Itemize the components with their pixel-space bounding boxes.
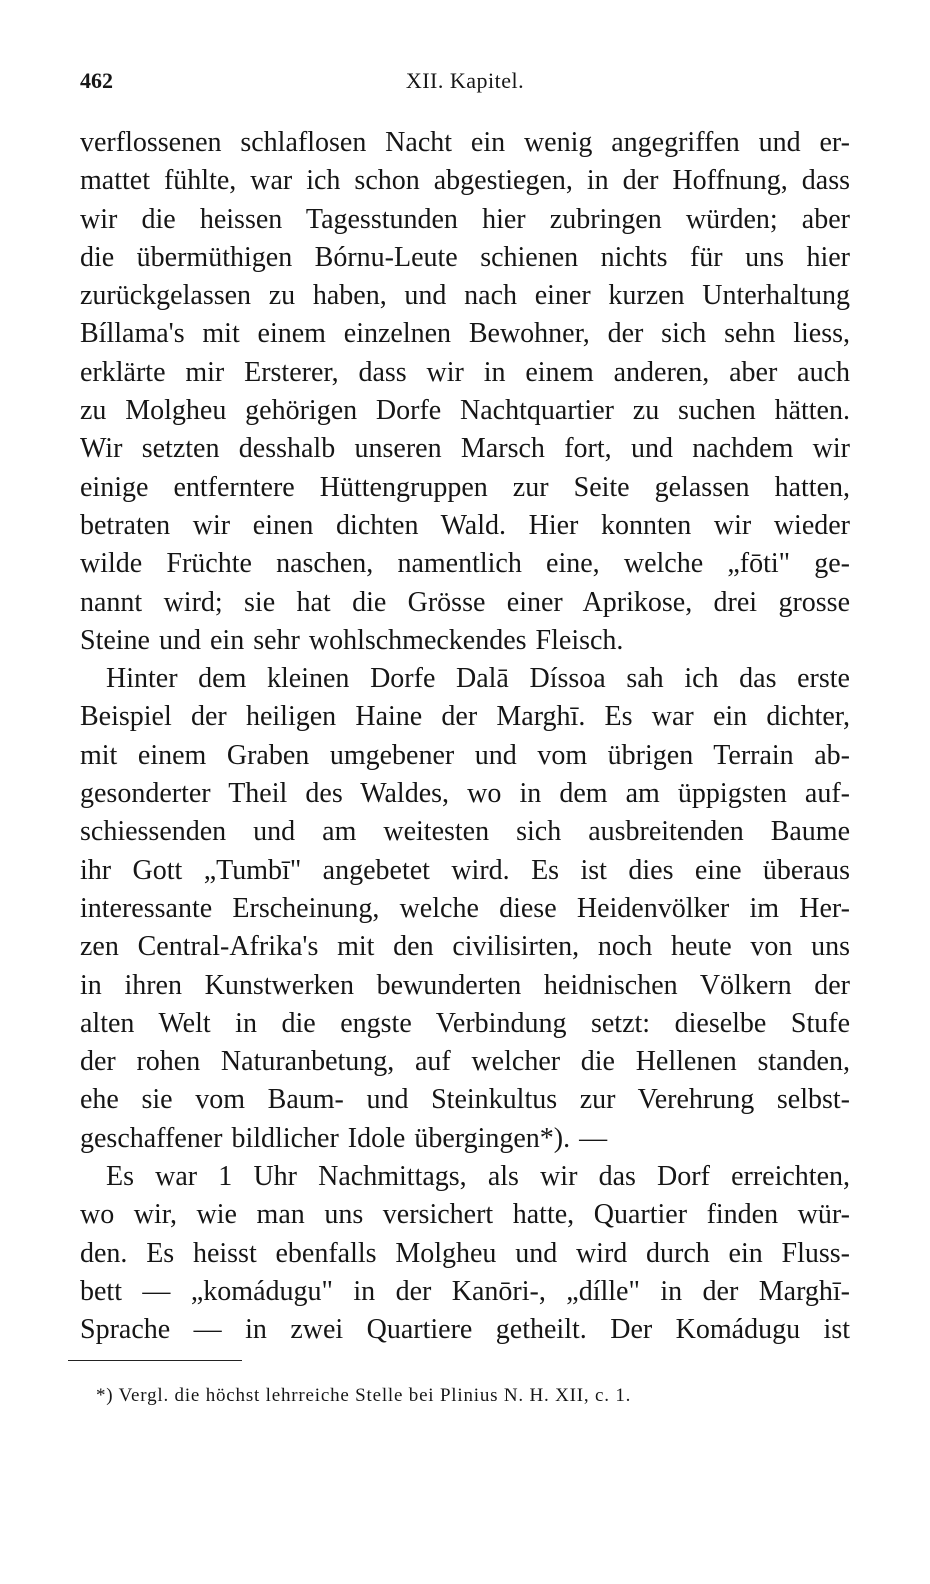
text-line: einige entferntere Hüttengruppen zur Seite gelassen hatten, — [80, 471, 850, 503]
paragraph-start-line: Hinter dem kleinen Dorfe Dalā Díssoa sah ich das erste — [106, 663, 850, 695]
text-line: betraten wir einen dichten Wald. Hier konnten wir wieder — [80, 509, 850, 541]
text-line: Wir setzten desshalb unseren Marsch fort, und nachdem wir — [80, 433, 850, 465]
text-line: zen Central-Afrika's mit den civilisirten, noch heute von uns — [80, 931, 850, 963]
paragraph-start-line: Es war 1 Uhr Nachmittags, als wir das Dorf erreichten, — [106, 1161, 850, 1193]
text-line: wilde Früchte naschen, namentlich eine, welche „fōti" ge- — [80, 548, 850, 580]
text-line: wir die heissen Tagesstunden hier zubringen würden; aber — [80, 203, 850, 235]
text-line: Bíllama's mit einem einzelnen Bewohner, der sich sehn liess, — [80, 318, 850, 350]
text-line: verflossenen schlaflosen Nacht ein wenig angegriffen und er- — [80, 127, 850, 158]
text-line: zurückgelassen zu haben, und nach einer kurzen Unterhaltung — [80, 280, 850, 312]
text-line: der rohen Naturanbetung, auf welcher die Hellenen standen, — [80, 1046, 850, 1078]
text-line: wo wir, wie man uns versichert hatte, Quartier finden wür- — [80, 1199, 850, 1231]
text-line: gesonderter Theil des Waldes, wo in dem am üppigsten auf- — [80, 778, 850, 810]
text-line: nannt wird; sie hat die Grösse einer Aprikose, drei grosse — [80, 586, 850, 618]
text-line: bett — „komádugu" in der Kanōri-, „dílle" in der Marghī- — [80, 1275, 850, 1307]
text-line: zu Molgheu gehörigen Dorfe Nachtquartier zu suchen hätten. — [80, 395, 850, 427]
text-line: in ihren Kunstwerken bewunderten heidnischen Völkern der — [80, 969, 850, 1001]
text-line: Sprache — in zwei Quartiere getheilt. Der Komádugu ist — [80, 1314, 850, 1346]
text-line: alten Welt in die engste Verbindung setzt: dieselbe Stufe — [80, 1007, 850, 1039]
text-line: den. Es heisst ebenfalls Molgheu und wird durch ein Fluss- — [80, 1237, 850, 1269]
text-line: ihr Gott „Tumbī" angebetet wird. Es ist dies eine überaus — [80, 854, 850, 886]
page-number: 462 — [80, 68, 113, 93]
paragraph-end-line: Steine und ein sehr wohlschmeckendes Fleisch. — [80, 624, 624, 656]
text-line: ehe sie vom Baum- und Steinkultus zur Verehrung selbst- — [80, 1084, 850, 1116]
text-line: Beispiel der heiligen Haine der Marghī. Es war ein dichter, — [80, 701, 850, 733]
text-line: interessante Erscheinung, welche diese Heidenvölker im Her- — [80, 892, 850, 924]
text-line: die übermüthigen Bórnu-Leute schienen nichts für uns hier — [80, 241, 850, 273]
page-header — [80, 68, 850, 102]
text-line: erklärte mir Ersterer, dass wir in einem anderen, aber auch — [80, 356, 850, 388]
paragraph-end-line: geschaffener bildlicher Idole übergingen*). — — [80, 1122, 608, 1154]
text-line: schiessenden und am weitesten sich ausbreitenden Baume — [80, 816, 850, 848]
text-line: mattet fühlte, war ich schon abgestiegen, in der Hoffnung, dass — [80, 165, 850, 197]
body-text — [80, 124, 850, 1350]
text-line: mit einem Graben umgebener und vom übrigen Terrain ab- — [80, 739, 850, 771]
footnote-divider — [68, 1360, 242, 1361]
footnote: *) Vergl. die höchst lehrreiche Stelle bei Plinius N. H. XII, c. 1. — [96, 1385, 632, 1406]
running-head: XII. Kapitel. — [405, 68, 525, 93]
